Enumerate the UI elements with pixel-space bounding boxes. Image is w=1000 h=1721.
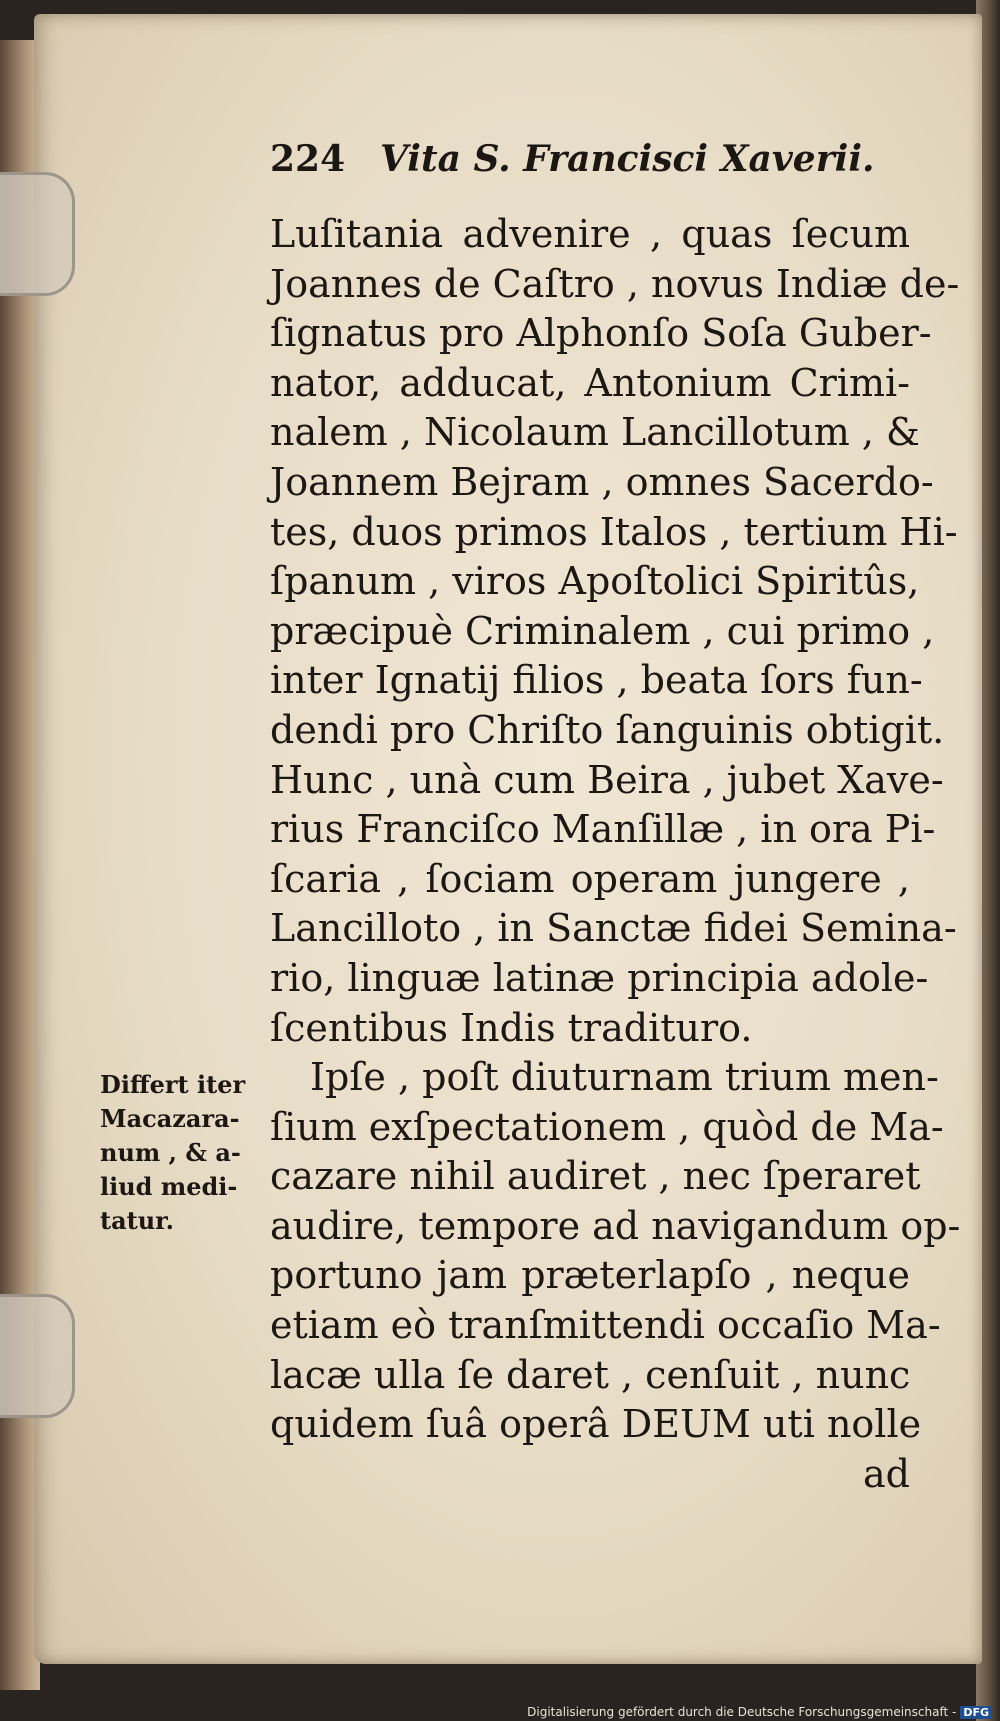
text-line: Luſitania advenire , quas ſecum	[270, 212, 910, 256]
marginal-note-line: num , & a-	[100, 1138, 241, 1167]
text-line: ſium exſpectationem , quòd de Ma-	[270, 1104, 944, 1149]
text-line: audire, tempore ad navigandum op-	[270, 1203, 961, 1248]
text-line: ſignatus pro Alphonſo Soſa Guber-	[270, 311, 932, 356]
marginal-note-line: liud medi-	[100, 1172, 238, 1201]
text-line: præcipuè Criminalem , cui primo ,	[270, 608, 935, 653]
text-line: inter Ignatij filios , beata ſors fun-	[270, 658, 923, 703]
text-line: nator, adducat, Antonium Crimi-	[270, 360, 910, 405]
text-line: Joannes de Caſtro , novus Indiæ de-	[270, 261, 960, 306]
text-line: Lancilloto , in Sanctæ fidei Semina-	[270, 906, 957, 951]
text-line: portuno jam præterlapſo , neque	[270, 1253, 910, 1298]
text-line: nalem , Nicolaum Lancillotum , &	[270, 410, 920, 455]
text-line: ſpanum , viros Apoſtolici Spiritûs,	[270, 559, 920, 604]
text-line: ſcaria , ſociam operam jungere ,	[270, 856, 910, 901]
text-line: quidem ſuâ operâ DEUM uti nolle	[270, 1402, 922, 1447]
page-number: 224	[270, 138, 346, 180]
text-line: Hunc , unà cum Beira , jubet Xave-	[270, 757, 944, 802]
running-title: Vita S. Francisci Xaverii.	[380, 138, 875, 180]
marginal-note-line: tatur.	[100, 1206, 174, 1235]
catchword: ad	[863, 1451, 910, 1496]
text-line: ſcentibus Indis tradituro.	[270, 1005, 753, 1050]
marginal-note-line: Differt iter	[100, 1070, 246, 1099]
text-line: lacæ ulla ſe daret , cenſuit , nunc	[270, 1352, 911, 1397]
main-text-block	[270, 210, 961, 1499]
text-line-paragraph-start: Ipſe , poſt diuturnam trium men-	[310, 1055, 939, 1100]
text-line: tes, duos primos Italos , tertium Hi-	[270, 509, 958, 554]
page-clip-bottom	[0, 1294, 75, 1418]
marginal-note	[100, 1068, 260, 1238]
digitization-credit	[527, 1705, 992, 1719]
running-header	[270, 138, 875, 180]
marginal-note-line: Macazara-	[100, 1104, 240, 1133]
credit-text: Digitalisierung gefördert durch die Deutsche Forschungsgemeinschaft -	[527, 1705, 957, 1719]
page-clip-top	[0, 172, 75, 296]
text-line: cazare nihil audiret , nec ſperaret	[270, 1154, 921, 1199]
text-line: Joannem Bejram , omnes Sacerdo-	[270, 459, 934, 504]
dfg-logo: DFG	[960, 1706, 992, 1719]
text-line: rius Franciſco Manſillæ , in ora Pi-	[270, 807, 936, 852]
text-line: dendi pro Chriſto ſanguinis obtigit.	[270, 707, 945, 752]
text-line: etiam eò tranſmittendi occaſio Ma-	[270, 1303, 941, 1348]
text-line: rio, linguæ latinæ principia adole-	[270, 955, 929, 1000]
